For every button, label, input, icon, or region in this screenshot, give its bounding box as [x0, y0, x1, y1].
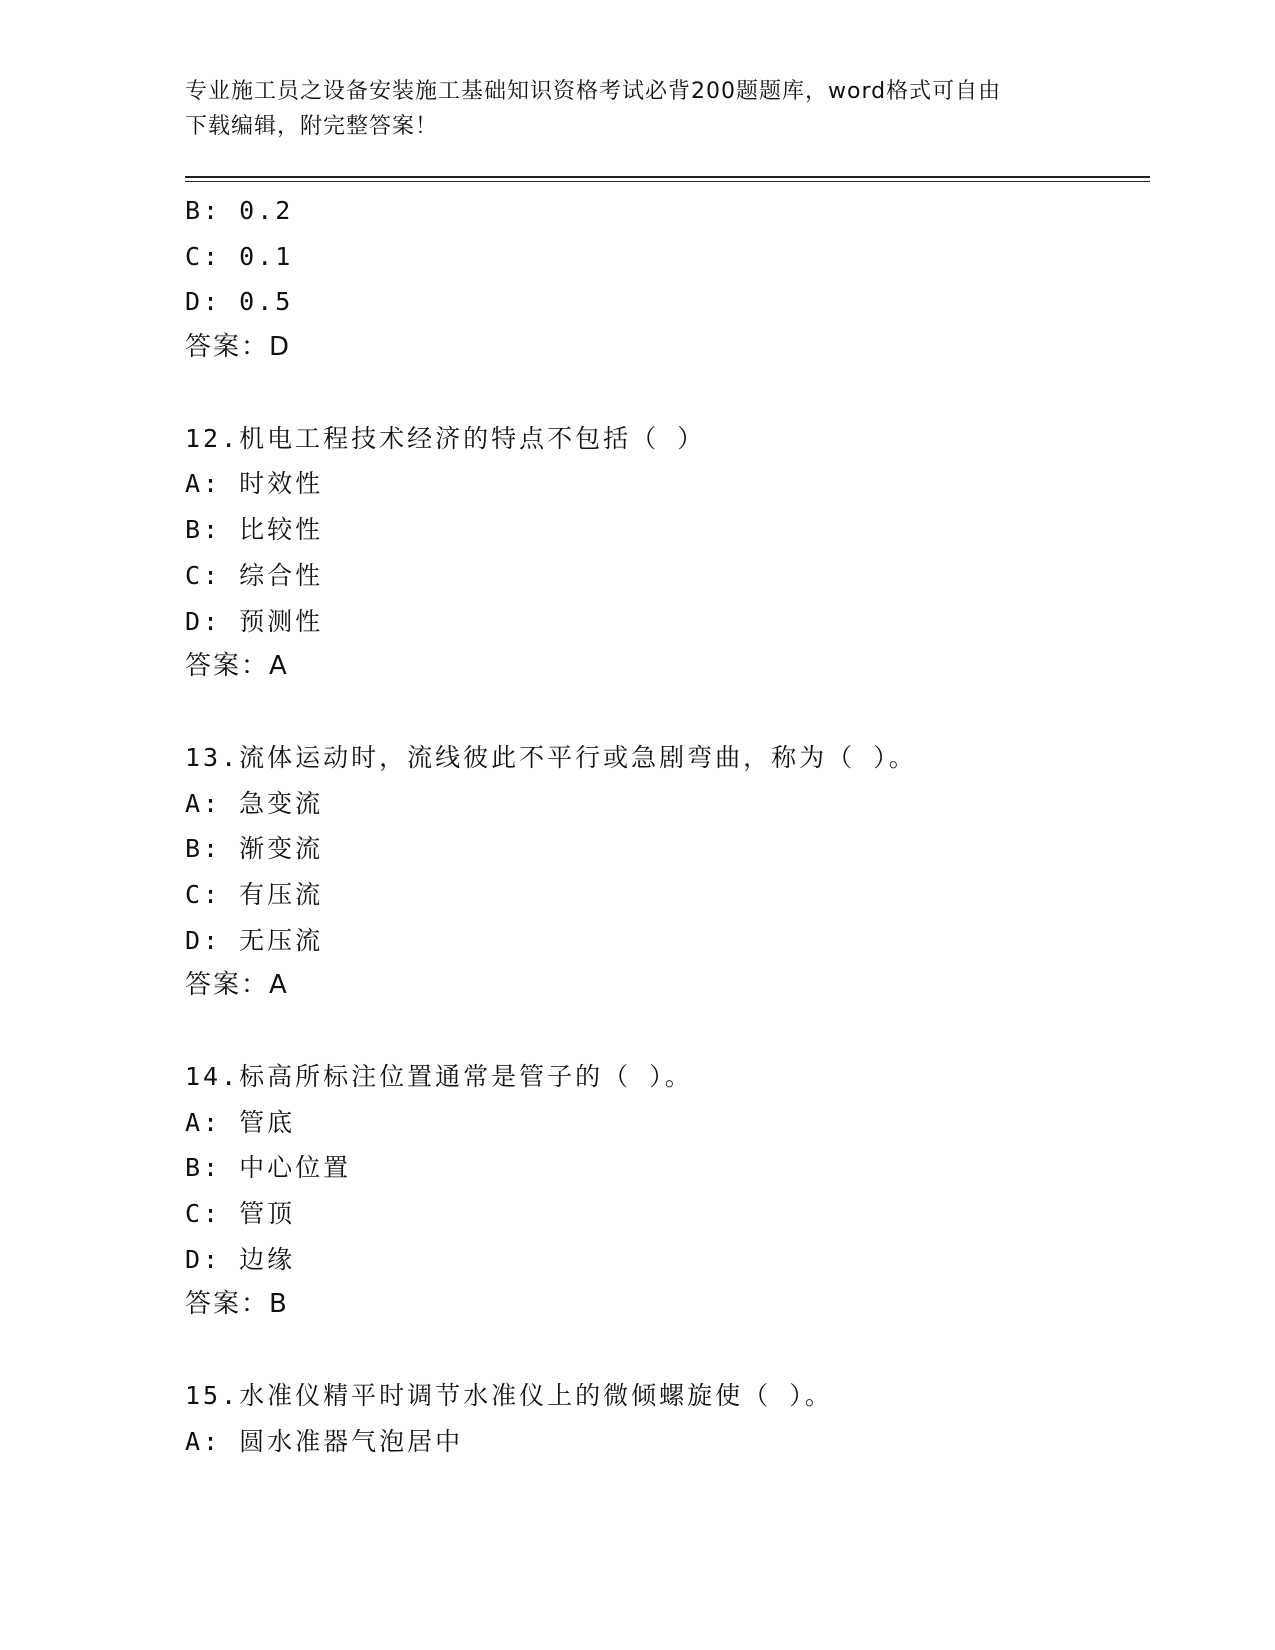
answer-line: 答案：D: [185, 332, 292, 363]
question-block-12: [185, 416, 1150, 690]
option-d: D: 预测性: [185, 606, 324, 636]
option-a: A: 急变流: [185, 788, 324, 818]
header-divider-thick: [185, 176, 1150, 178]
question-stem: 14.标高所标注位置通常是管子的（ ）。: [185, 1062, 693, 1091]
option-d: D: 边缘: [185, 1244, 296, 1274]
answer-line: 答案：A: [185, 970, 289, 1001]
question-block-prev: [185, 188, 1150, 371]
answer-line: 答案：A: [185, 651, 289, 682]
header-divider-thin: [185, 181, 1150, 182]
option-a: A: 管底: [185, 1107, 296, 1137]
option-c: C: 0.1: [185, 241, 294, 271]
question-block-15: [185, 1373, 1150, 1464]
header-line-1: 专业施工员之设备安装施工基础知识资格考试必背200题题库，word格式可自由: [185, 79, 1002, 104]
option-b: B: 渐变流: [185, 834, 324, 864]
question-stem: 13.流体运动时，流线彼此不平行或急剧弯曲，称为（ ）。: [185, 742, 917, 772]
option-d: D: 0.5: [185, 287, 294, 317]
option-c: C: 管顶: [185, 1199, 296, 1229]
header-line-2: 下载编辑，附完整答案！: [185, 114, 439, 139]
option-b: B: 比较性: [185, 515, 324, 545]
option-d: D: 无压流: [185, 925, 324, 955]
option-a: A: 时效性: [185, 469, 324, 499]
document-header: [185, 74, 1085, 144]
option-b: B: 0.2: [185, 196, 294, 225]
answer-line: 答案：B: [185, 1289, 289, 1320]
option-c: C: 有压流: [185, 879, 324, 909]
question-block-14: [185, 1054, 1150, 1328]
question-stem: 15.水准仪精平时调节水准仪上的微倾螺旋使（ ）。: [185, 1381, 833, 1411]
option-a: A: 圆水准器气泡居中: [185, 1426, 464, 1456]
option-b: B: 中心位置: [185, 1153, 352, 1183]
question-block-13: [185, 735, 1150, 1009]
option-c: C: 综合性: [185, 560, 324, 590]
question-stem: 12.机电工程技术经济的特点不包括（ ）: [185, 423, 706, 453]
question-list: [185, 188, 1150, 1465]
